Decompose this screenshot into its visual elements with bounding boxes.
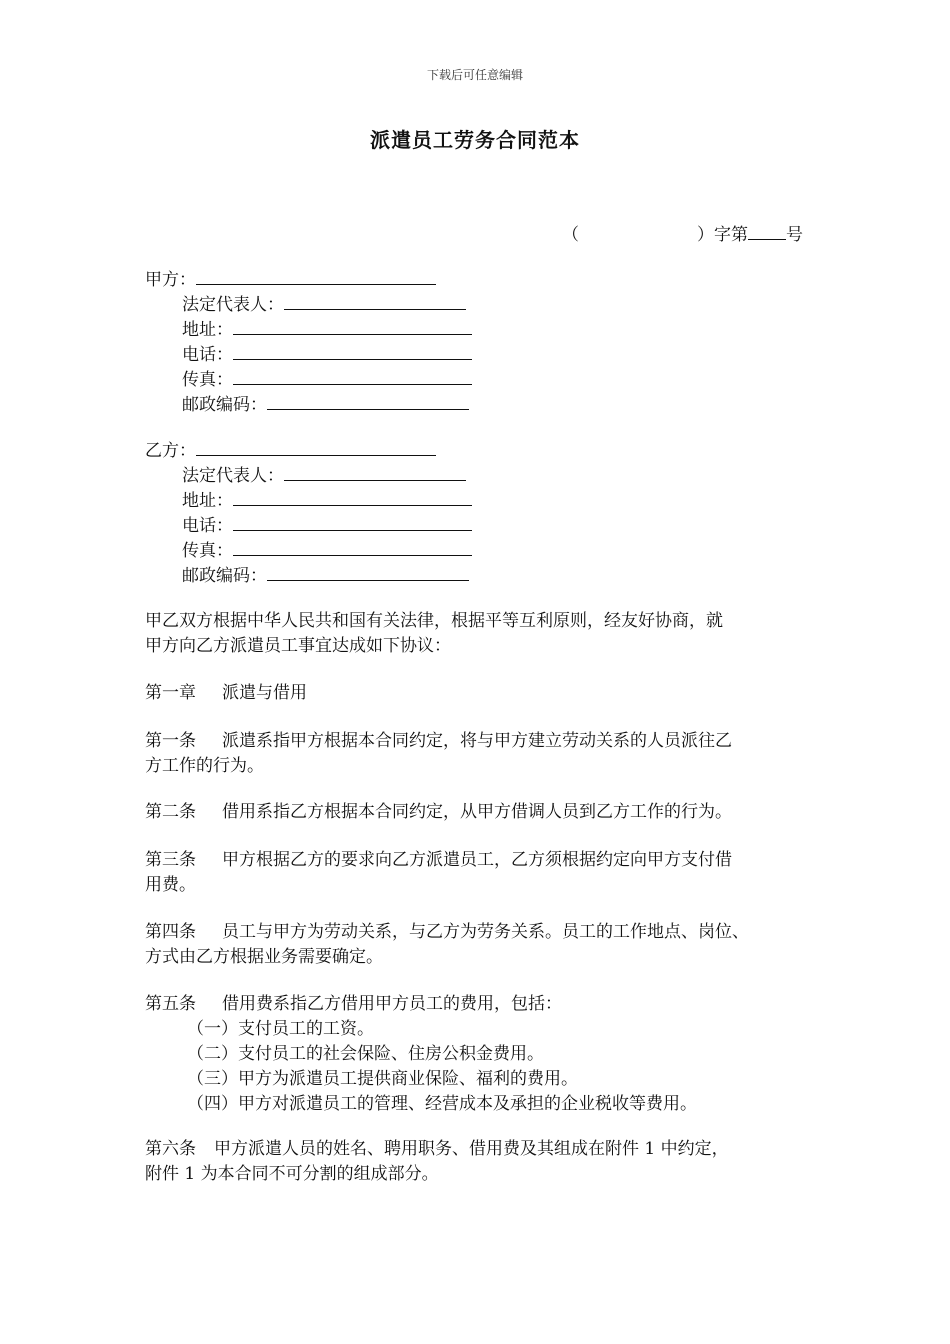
article-text: 借用费系指乙方借用甲方员工的费用，包括：: [222, 994, 562, 1014]
article-number: 第二条: [145, 802, 196, 822]
article: [145, 920, 815, 970]
party-a-field-blank[interactable]: [267, 391, 469, 410]
article: [145, 800, 815, 825]
list-item: （二）支付员工的社会保险、住房公积金费用。: [187, 1044, 544, 1064]
article-number: 第四条: [145, 922, 196, 942]
article: [145, 729, 815, 779]
article-number: 第六条: [145, 1139, 196, 1159]
party-b-field-label: 邮政编码：: [182, 566, 267, 586]
party-a-field-blank[interactable]: [233, 366, 472, 385]
party-b-field-blank[interactable]: [284, 462, 466, 481]
party-a-blank[interactable]: [196, 266, 436, 285]
article-text: 附件 1 为本合同不可分割的组成部分。: [145, 1164, 439, 1184]
party-b-field-label: 传真：: [182, 541, 233, 561]
article-text: 借用系指乙方根据本合同约定，从甲方借调人员到乙方工作的行为。: [222, 802, 732, 822]
article-text: 员工与甲方为劳动关系，与乙方为劳务关系。员工的工作地点、岗位、: [222, 922, 749, 942]
party-a-block: [145, 266, 472, 416]
article-number: 第五条: [145, 994, 196, 1014]
party-b-field-blank[interactable]: [233, 487, 472, 506]
article-text: 甲方根据乙方的要求向乙方派遣员工，乙方须根据约定向甲方支付借: [222, 850, 732, 870]
party-a-field-label: 邮政编码：: [182, 395, 267, 415]
chapter-heading: [145, 681, 815, 706]
party-a-field-blank[interactable]: [233, 341, 472, 360]
party-b-block: [145, 437, 472, 587]
article-text: 用费。: [145, 875, 196, 895]
list-item: （三）甲方为派遣员工提供商业保险、福利的费用。: [187, 1069, 578, 1089]
article-text: 方工作的行为。: [145, 756, 264, 776]
party-b-field-blank[interactable]: [233, 512, 472, 531]
party-b-blank[interactable]: [196, 437, 436, 456]
party-a-field-blank[interactable]: [284, 291, 466, 310]
party-a-label: 甲方：: [145, 270, 196, 290]
contract-number-blank[interactable]: [748, 223, 786, 240]
contract-number-open: （: [562, 225, 579, 245]
contract-number: [562, 220, 803, 245]
article-number: 第一条: [145, 731, 196, 751]
party-a-field-label: 传真：: [182, 370, 233, 390]
party-b-field-label: 地址：: [182, 491, 233, 511]
list-item: （四）甲方对派遣员工的管理、经营成本及承担的企业税收等费用。: [187, 1094, 697, 1114]
party-b-field-blank[interactable]: [233, 537, 472, 556]
article: [145, 848, 815, 898]
article-text: 派遣系指甲方根据本合同约定，将与甲方建立劳动关系的人员派往乙: [222, 731, 732, 751]
article: [145, 1137, 815, 1187]
header-note: 下载后可任意编辑: [426, 68, 523, 82]
intro-paragraph: [145, 609, 815, 659]
article-text: 甲方派遣人员的姓名、聘用职务、借用费及其组成在附件 1 中约定，: [214, 1139, 729, 1159]
contract-number-end: 号: [786, 225, 803, 245]
intro-line: 甲乙双方根据中华人民共和国有关法律，根据平等互利原则，经友好协商，就: [145, 611, 723, 631]
party-b-field-blank[interactable]: [267, 562, 469, 581]
chapter-title: 派遣与借用: [222, 683, 307, 703]
chapter-number: 第一章: [145, 683, 196, 703]
party-b-field-label: 电话：: [182, 516, 233, 536]
document-title: 派遣员工劳务合同范本: [370, 128, 580, 152]
article-text: 方式由乙方根据业务需要确定。: [145, 947, 383, 967]
party-a-field-label: 地址：: [182, 320, 233, 340]
article-number: 第三条: [145, 850, 196, 870]
party-a-field-blank[interactable]: [233, 316, 472, 335]
party-a-field-label: 电话：: [182, 345, 233, 365]
party-b-label: 乙方：: [145, 441, 196, 461]
party-b-field-label: 法定代表人：: [182, 466, 284, 486]
party-a-field-label: 法定代表人：: [182, 295, 284, 315]
contract-number-mid: ）字第: [697, 225, 748, 245]
intro-line: 甲方向乙方派遣员工事宜达成如下协议：: [145, 636, 451, 656]
article: [145, 992, 815, 1117]
list-item: （一）支付员工的工资。: [187, 1019, 374, 1039]
